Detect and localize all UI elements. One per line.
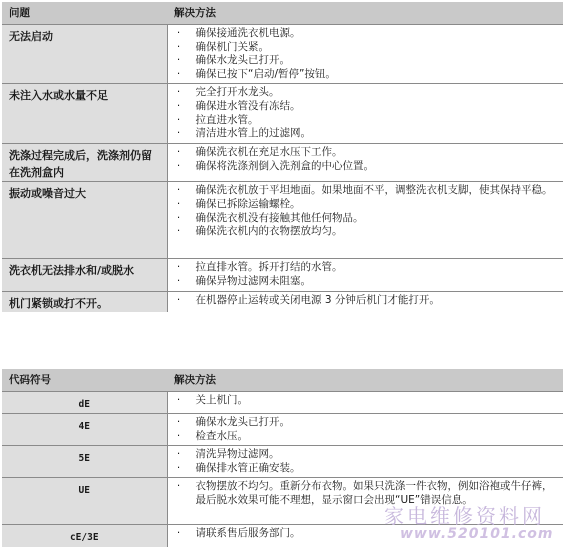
bullet-icon: ·: [176, 211, 181, 224]
solution-text: 检查水压。: [195, 429, 248, 442]
list-item: [174, 127, 562, 141]
solution-list: [174, 184, 562, 238]
solution-text: 拉直进水管。: [195, 113, 259, 126]
bullet-icon: ·: [176, 86, 181, 99]
table-header-row: [2, 2, 563, 25]
watermark-text: 家电维修资料网: [384, 504, 545, 528]
solution-list: [174, 86, 562, 140]
solution-cell: [167, 25, 563, 84]
header-code: 代码符号: [2, 369, 167, 392]
solution-list: [174, 527, 562, 541]
list-item: [174, 480, 562, 507]
bullet-icon: ·: [176, 127, 181, 140]
error-code: UE: [2, 478, 167, 525]
table-row: [2, 144, 563, 182]
bullet-icon: ·: [176, 54, 181, 67]
bullet-icon: ·: [176, 274, 181, 287]
list-item: [174, 430, 562, 444]
solution-text: 确保已拆除运输螺栓。: [195, 197, 301, 210]
header-solution: 解决方法: [167, 369, 563, 392]
watermark-url: www.520101.com: [400, 526, 554, 542]
list-item: [174, 212, 562, 226]
list-item: [174, 160, 562, 174]
table-row: [2, 84, 563, 144]
solution-list: [174, 261, 562, 288]
solution-text: 确保洗衣机在充足水压下工作。: [195, 146, 343, 159]
bullet-icon: ·: [176, 67, 181, 80]
solution-cell: [167, 478, 563, 525]
solution-list: [174, 294, 562, 308]
solution-text: 确保洗衣机内的衣物摆放均匀。: [195, 225, 343, 238]
list-item: [174, 41, 562, 55]
solution-cell: [167, 259, 563, 291]
solution-text: 确保机门关紧。: [195, 40, 269, 53]
table-row: [2, 414, 563, 446]
bullet-icon: ·: [176, 429, 181, 442]
solution-text: 完全打开水龙头。: [195, 86, 280, 99]
bullet-icon: ·: [176, 261, 181, 274]
list-item: [174, 68, 562, 82]
problem-cell: 洗衣机无法排水和/或脱水: [2, 259, 167, 291]
table-row: [2, 478, 563, 525]
bullet-icon: ·: [176, 394, 181, 406]
table-row: [2, 446, 563, 478]
solution-list: [174, 480, 562, 507]
list-item: [174, 27, 562, 41]
error-code-table: [2, 369, 563, 547]
list-item: [174, 54, 562, 68]
list-item: [174, 527, 562, 541]
solution-text: 确保接通洗衣机电源。: [195, 27, 301, 39]
header-solution: 解决方法: [167, 2, 563, 25]
problem-cell: 未注入水或水量不足: [2, 84, 167, 144]
error-code: 4E: [2, 414, 167, 446]
solution-list: [174, 448, 562, 475]
bullet-icon: ·: [176, 527, 181, 540]
problem-cell: 振动或噪音过大: [2, 182, 167, 259]
list-item: [174, 100, 562, 114]
solution-text: 在机器停止运转或关闭电源 3 分钟后机门才能打开。: [195, 293, 440, 306]
list-item: [174, 114, 562, 128]
problem-cell: 洗涤过程完成后，洗涤剂仍留在洗剂盒内: [2, 144, 167, 182]
solution-text: 请联系售后服务部门。: [195, 527, 301, 540]
table-row: [2, 259, 563, 291]
list-item: [174, 261, 562, 275]
error-code: dE: [2, 392, 167, 414]
bullet-icon: ·: [176, 184, 181, 197]
solution-text: 拉直排水管。拆开打结的水管。: [195, 261, 343, 274]
list-item: [174, 416, 562, 430]
table-row: [2, 25, 563, 84]
bullet-icon: ·: [176, 40, 181, 53]
header-problem: 问题: [2, 2, 167, 25]
problem-cell: 无法启动: [2, 25, 167, 84]
table-row: [2, 182, 563, 259]
bullet-icon: ·: [176, 197, 181, 210]
list-item: [174, 394, 562, 408]
bullet-icon: ·: [176, 99, 181, 112]
list-item: [174, 275, 562, 289]
bullet-icon: ·: [176, 480, 181, 493]
bullet-icon: ·: [176, 113, 181, 126]
table-row: [2, 291, 563, 312]
solution-text: 确保将洗涤剂倒入洗剂盒的中心位置。: [195, 159, 374, 172]
solution-cell: [167, 414, 563, 446]
bullet-icon: ·: [176, 448, 181, 461]
solution-text: 确保异物过滤网未阻塞。: [195, 274, 311, 287]
solution-list: [174, 146, 562, 173]
list-item: [174, 448, 562, 462]
list-item: [174, 146, 562, 160]
list-item: [174, 184, 562, 198]
bullet-icon: ·: [176, 146, 181, 159]
solution-text: 衣物摆放不均匀。重新分布衣物。如果只洗涤一件衣物，例如浴袍或牛仔裤，最后脱水效果可能不理想，显示窗口会出现“UE”错误信息。: [195, 480, 553, 506]
solution-cell: [167, 525, 563, 547]
solution-list: [174, 27, 562, 81]
solution-cell: [167, 392, 563, 414]
troubleshooting-table: [2, 2, 563, 312]
list-item: [174, 294, 562, 308]
problem-cell: 机门紧锁或打不开。: [2, 291, 167, 312]
solution-cell: [167, 84, 563, 144]
table-row: [2, 525, 563, 547]
bullet-icon: ·: [176, 225, 181, 238]
solution-text: 确保水龙头已打开。: [195, 416, 290, 428]
solution-text: 清洗异物过滤网。: [195, 448, 280, 461]
list-item: [174, 462, 562, 476]
bullet-icon: ·: [176, 461, 181, 474]
solution-text: 确保水龙头已打开。: [195, 54, 290, 67]
table-header-row: [2, 369, 563, 392]
bullet-icon: ·: [176, 159, 181, 172]
solution-text: 清洁进水管上的过滤网。: [195, 127, 311, 140]
list-item: [174, 225, 562, 239]
list-item: [174, 86, 562, 100]
bullet-icon: ·: [176, 416, 181, 428]
solution-text: 确保洗衣机放于平坦地面。如果地面不平，调整洗衣机支脚，使其保持平稳。: [195, 184, 553, 197]
solution-cell: [167, 144, 563, 182]
error-code: cE/3E: [2, 525, 167, 547]
bullet-icon: ·: [176, 27, 181, 39]
solution-list: [174, 416, 562, 443]
solution-cell: [167, 446, 563, 478]
solution-cell: [167, 291, 563, 312]
solution-text: 确保排水管正确安装。: [195, 461, 301, 474]
solution-cell: [167, 182, 563, 259]
list-item: [174, 198, 562, 212]
solution-text: 确保洗衣机没有接触其他任何物品。: [195, 211, 364, 224]
table-row: [2, 392, 563, 414]
solution-text: 确保进水管没有冻结。: [195, 99, 301, 112]
solution-text: 确保已按下“启动/暂停”按钮。: [195, 67, 336, 80]
solution-list: [174, 394, 562, 408]
error-code-body: [2, 392, 563, 547]
solution-text: 关上机门。: [195, 394, 248, 406]
error-code: 5E: [2, 446, 167, 478]
bullet-icon: ·: [176, 293, 181, 306]
troubleshooting-body: [2, 25, 563, 312]
